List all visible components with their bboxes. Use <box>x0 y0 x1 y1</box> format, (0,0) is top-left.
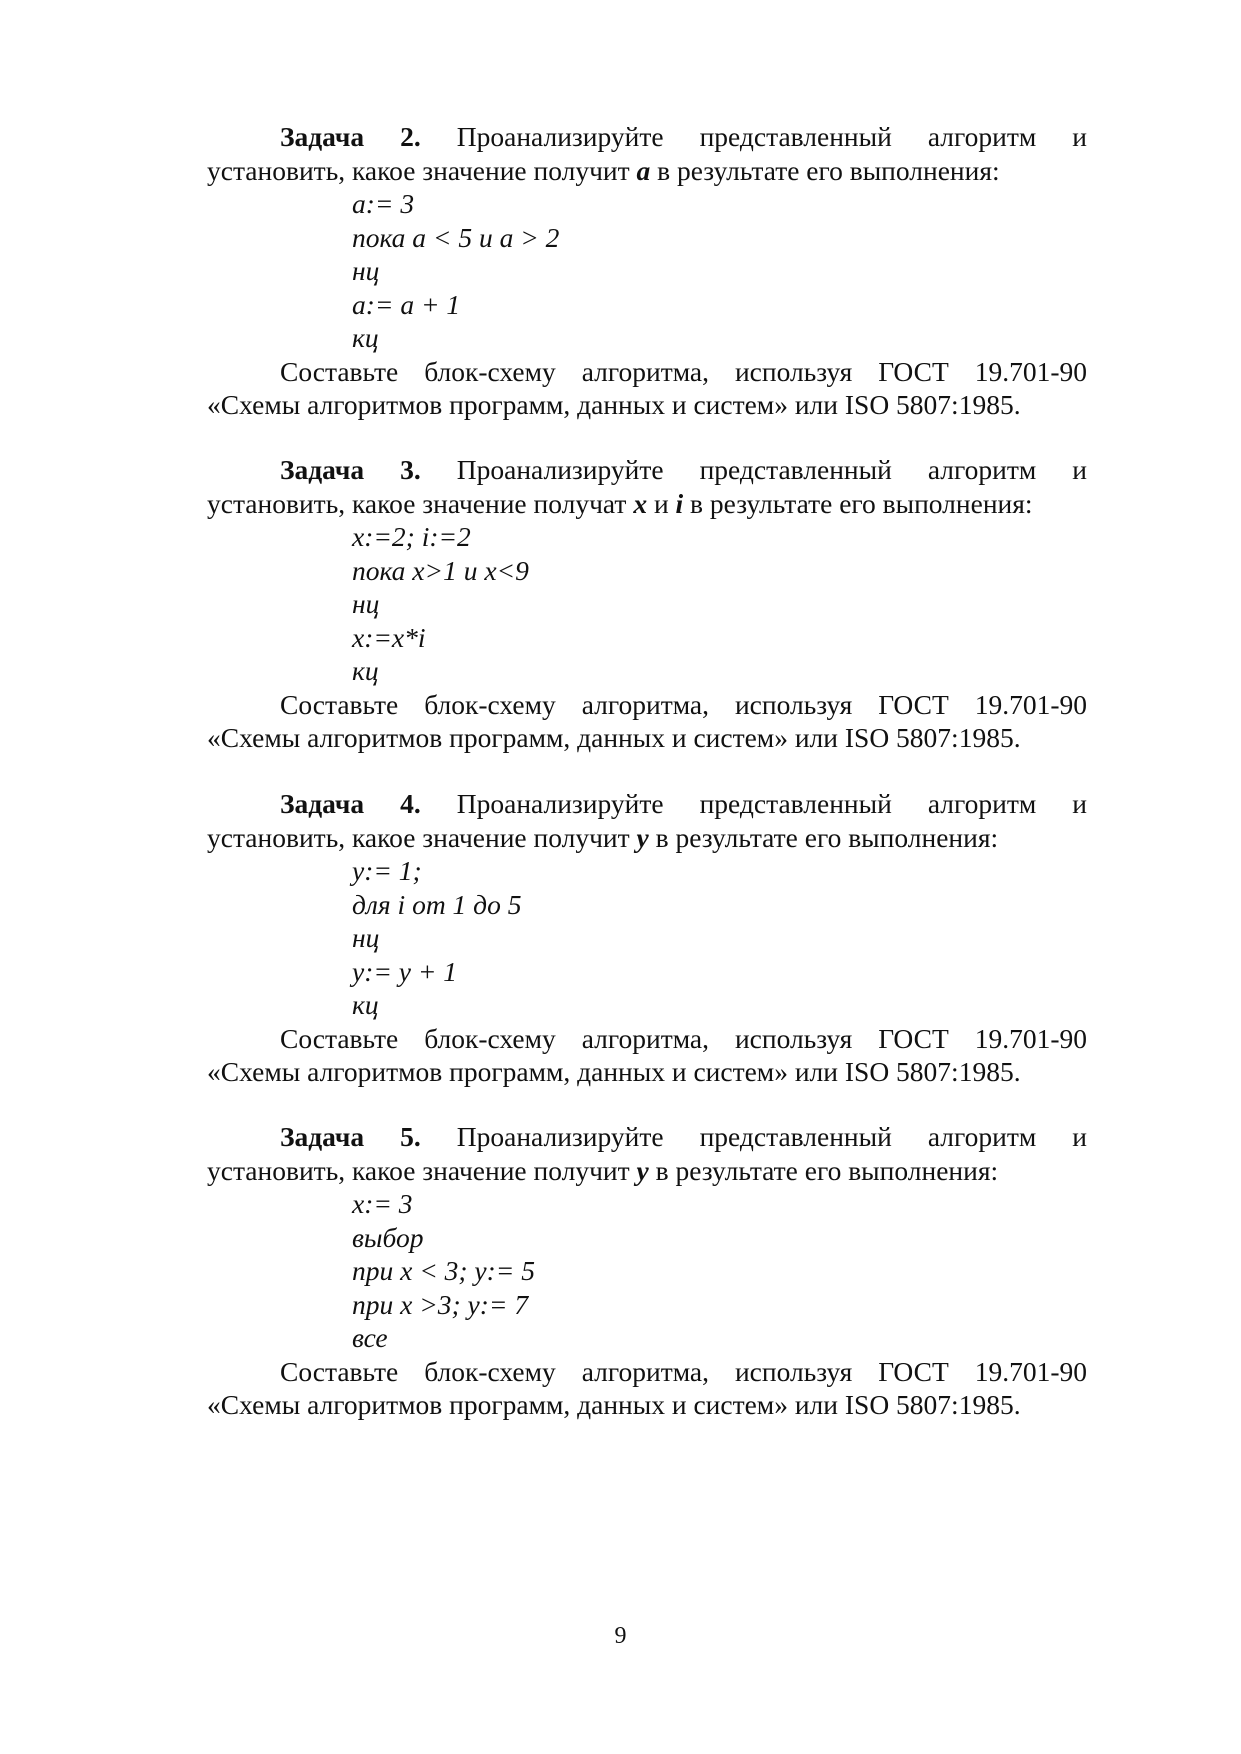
question-text: установить, какое значение получит <box>207 154 630 186</box>
instruction-line-1: Составьте блок-схему алгоритма, используя ГОСТ 19.701-90 <box>280 355 1087 387</box>
code-line: пока a < 5 и a > 2 <box>352 221 560 253</box>
question-text: установить, какое значение получит <box>207 821 630 853</box>
task-heading <box>207 453 1087 487</box>
code-line: x:= 3 <box>352 1188 413 1219</box>
code-line: a:= 3 <box>352 188 415 219</box>
task-title: Задача 4. <box>280 788 421 819</box>
instruction-line-2: «Схемы алгоритмов программ, данных и систем» или ISO 5807:1985. <box>207 1389 1021 1420</box>
task-3 <box>207 453 1087 755</box>
code-line: y:= 1; <box>352 855 422 886</box>
task-4 <box>207 787 1087 1089</box>
code-line: для i от 1 до 5 <box>352 888 522 920</box>
task-title: Задача 5. <box>280 1121 421 1152</box>
question-text: установить, какое значение получат <box>207 487 627 519</box>
code-line: все <box>352 1322 388 1353</box>
variable-name: y <box>636 1154 649 1186</box>
task-intro: Проанализируйте представленный алгоритм и <box>456 788 1087 819</box>
variable-name: a <box>636 154 651 186</box>
task-question <box>207 154 1087 188</box>
code-line: выбор <box>352 1221 424 1253</box>
code-line: кц <box>352 655 379 686</box>
instruction-line-2: «Схемы алгоритмов программ, данных и систем» или ISO 5807:1985. <box>207 389 1021 420</box>
task-intro: Проанализируйте представленный алгоритм и <box>456 121 1087 152</box>
instruction-line-1: Составьте блок-схему алгоритма, используя ГОСТ 19.701-90 <box>280 688 1087 720</box>
task-heading <box>207 1120 1087 1154</box>
task-title: Задача 3. <box>280 454 421 485</box>
variable-name: i <box>675 487 684 519</box>
code-line: нц <box>352 588 380 619</box>
task-2 <box>207 120 1087 422</box>
code-line: пока x>1 и x<9 <box>352 554 529 586</box>
code-line: y:= y + 1 <box>352 955 458 987</box>
question-text: установить, какое значение получит <box>207 1154 630 1186</box>
question-text-end: в результате его выполнения: <box>657 154 1000 186</box>
code-line: a:= a + 1 <box>352 288 461 320</box>
code-line: кц <box>352 989 379 1020</box>
instruction-line-1: Составьте блок-схему алгоритма, используя ГОСТ 19.701-90 <box>280 1355 1087 1387</box>
task-question <box>207 1154 1087 1188</box>
question-text-end: в результате его выполнения: <box>655 1154 999 1186</box>
task-5 <box>207 1120 1087 1422</box>
page-number: 9 <box>614 1623 627 1649</box>
code-line: x:=2; i:=2 <box>352 521 471 552</box>
instruction-line-2: «Схемы алгоритмов программ, данных и систем» или ISO 5807:1985. <box>207 1056 1021 1087</box>
code-line: нц <box>352 255 380 286</box>
code-line: нц <box>352 922 380 953</box>
task-title: Задача 2. <box>280 121 421 152</box>
code-line: x:=x*i <box>352 621 426 653</box>
task-heading <box>207 787 1087 821</box>
instruction-line-1: Составьте блок-схему алгоритма, используя ГОСТ 19.701-90 <box>280 1022 1087 1054</box>
question-text-end: в результате его выполнения: <box>690 487 1033 519</box>
conjunction: и <box>653 487 669 519</box>
instruction-line-2: «Схемы алгоритмов программ, данных и систем» или ISO 5807:1985. <box>207 722 1021 753</box>
variable-name: y <box>636 821 649 853</box>
task-question <box>207 487 1087 521</box>
variable-name: x <box>633 487 648 519</box>
task-intro: Проанализируйте представленный алгоритм и <box>456 454 1087 485</box>
code-line: кц <box>352 322 379 353</box>
code-line: при x < 3; y:= 5 <box>352 1255 535 1286</box>
task-question <box>207 821 1087 855</box>
code-line: при x >3; y:= 7 <box>352 1288 529 1320</box>
task-heading <box>207 120 1087 154</box>
question-text-end: в результате его выполнения: <box>655 821 999 853</box>
task-intro: Проанализируйте представленный алгоритм и <box>456 1121 1087 1152</box>
